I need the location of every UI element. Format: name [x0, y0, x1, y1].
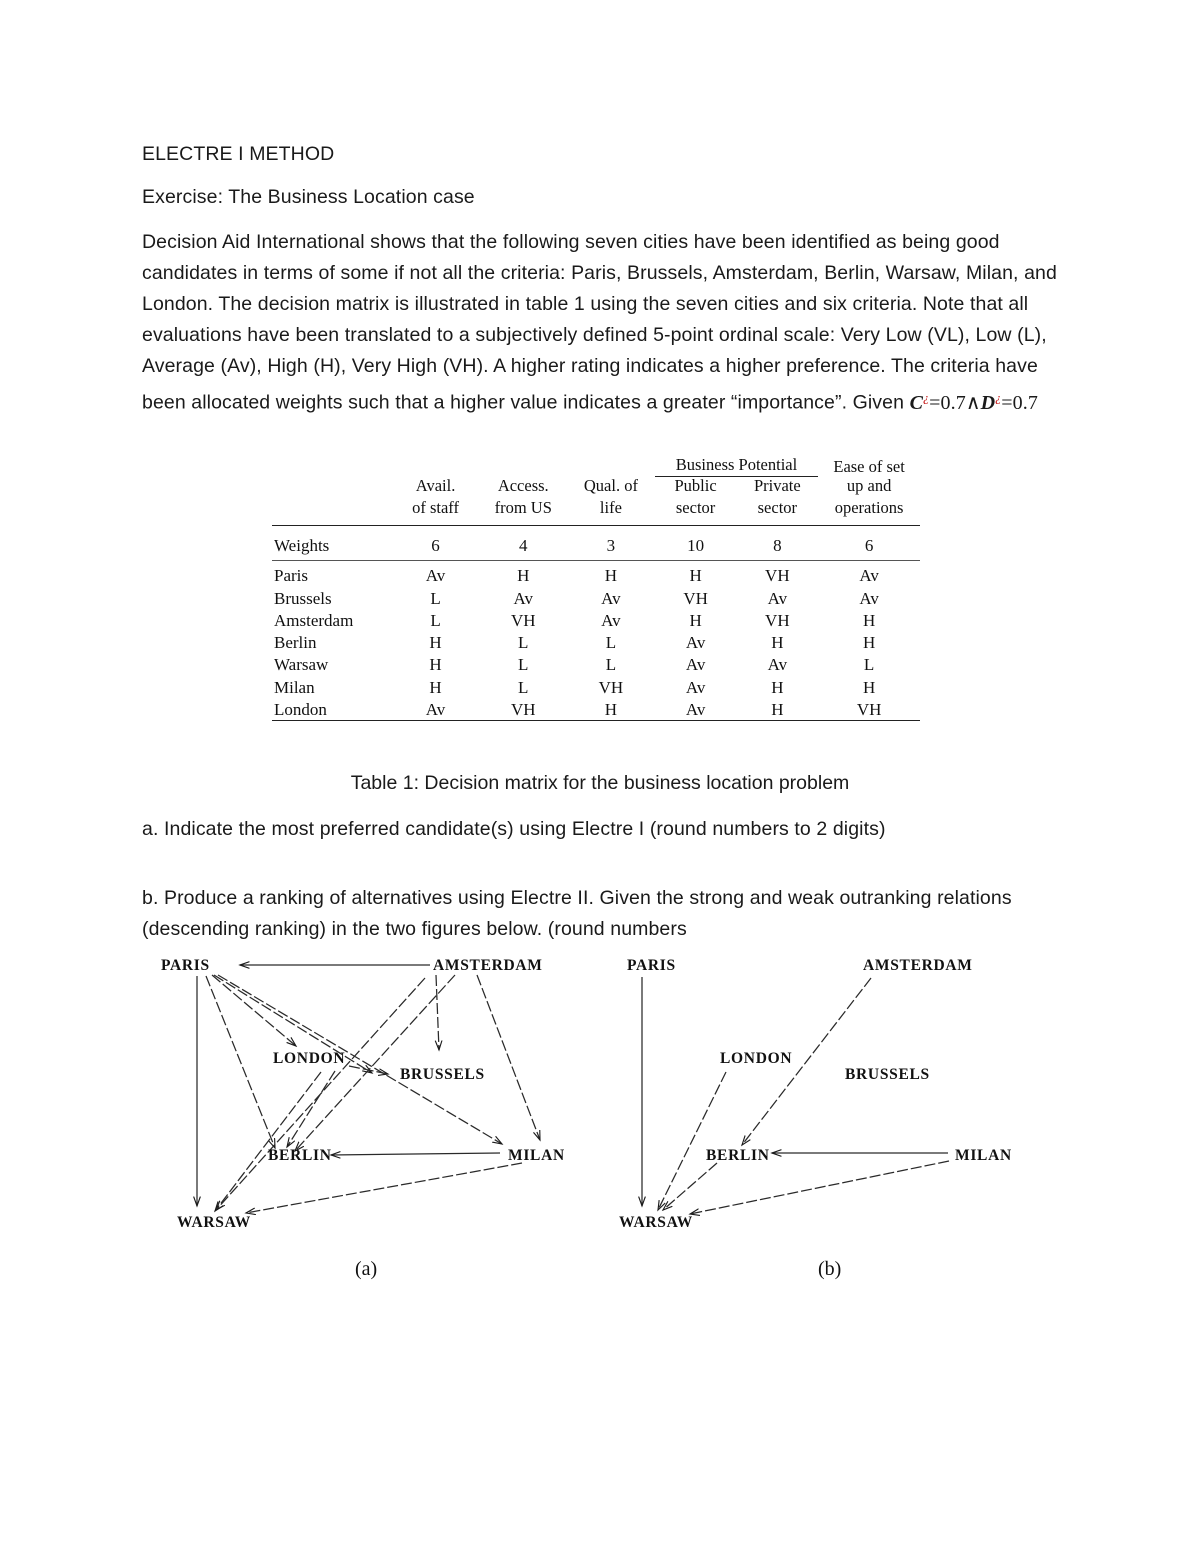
cell-paris-access: H	[517, 566, 530, 586]
weight-qual: 3	[606, 536, 616, 555]
cell-warsaw-ease: L	[863, 655, 875, 675]
figure-a-strong-outranking-graph	[150, 948, 600, 1288]
node-label-brussels: BRUSSELS	[400, 1066, 485, 1083]
formula-c-variable: C	[909, 391, 924, 414]
cell-berlin-access: L	[518, 633, 529, 653]
row-city-london: London	[274, 700, 327, 720]
group-header-business-potential: Business Potential	[655, 455, 818, 477]
table-row	[272, 698, 920, 721]
node-label-amsterdam: AMSTERDAM	[863, 957, 973, 974]
node-label-milan: MILAN	[508, 1147, 565, 1164]
cell-london-public: Av	[685, 700, 706, 720]
weight-avail: 6	[431, 536, 440, 555]
cell-berlin-ease: H	[862, 633, 876, 653]
edge-london-warsaw	[215, 1072, 321, 1211]
node-label-brussels: BRUSSELS	[845, 1066, 930, 1083]
edge-amsterdam-warsaw	[216, 978, 425, 1210]
row-city-amsterdam: Amsterdam	[274, 610, 354, 630]
formula-d-value: =0.7	[1001, 391, 1038, 414]
cell-amsterdam-public: H	[689, 610, 702, 630]
cell-warsaw-qual: L	[605, 655, 617, 675]
cell-amsterdam-avail: L	[430, 610, 441, 630]
cell-amsterdam-qual: Av	[601, 610, 621, 630]
cell-brussels-access: Av	[513, 588, 533, 608]
edge-paris-milan	[218, 975, 502, 1144]
cell-paris-public: H	[689, 566, 702, 586]
node-label-milan: MILAN	[955, 1147, 1012, 1164]
edge-paris-london	[212, 975, 296, 1046]
table-row	[272, 609, 920, 631]
cell-amsterdam-private: VH	[765, 610, 790, 630]
row-city-milan: Milan	[274, 677, 315, 697]
threshold-formula	[910, 392, 1038, 414]
exercise-subtitle: Exercise: The Business Location case	[142, 186, 475, 208]
cell-milan-avail: H	[429, 677, 442, 697]
column-header-access-line1: Access.	[497, 476, 549, 495]
column-header-access-line2: from US	[494, 497, 552, 517]
formula-d-superscript: ¿	[995, 390, 1002, 404]
cell-warsaw-private: Av	[767, 655, 788, 675]
edge-london-berlin	[287, 1071, 335, 1147]
table-caption: Table 1: Decision matrix for the business location problem	[350, 772, 850, 794]
table-header-row-2	[272, 499, 920, 521]
figure-a-edges	[197, 965, 540, 1213]
table-row	[272, 653, 920, 675]
cell-london-qual: H	[604, 700, 618, 720]
cell-brussels-avail: L	[430, 588, 441, 608]
figure-b-edges	[642, 977, 949, 1214]
cell-paris-avail: Av	[425, 566, 446, 586]
edge-milan-warsaw	[690, 1161, 949, 1214]
edge-amsterdam-brussels	[436, 975, 439, 1050]
cell-berlin-qual: L	[605, 633, 617, 653]
column-header-ease-line2: up and	[846, 476, 892, 495]
table-rule-bottom	[272, 721, 920, 727]
figure-b-nodes	[619, 957, 1012, 1231]
intro-text: Decision Aid International shows that the following seven cities have been identified as being good candidates in terms of some if not all the criteria: Paris, Brussels, Amsterdam, Berlin, Warsaw, Milan, and London. The decision matrix is illustrated in table 1 using the seven cities and six criteria. Note that all evaluations have been translated to a subjectively defined 5-point ordinal scale: Very Low (VL), Low (L), Average (Av), High (H), Very High (VH). A higher rating indicates a higher preference. The criteria have been allocated weights such that a higher value indicates a greater “importance”. Given	[142, 231, 1057, 414]
cell-milan-qual: VH	[598, 677, 624, 697]
cell-paris-ease: Av	[859, 566, 879, 586]
cell-brussels-private: Av	[767, 588, 788, 608]
figure-a-nodes	[161, 957, 565, 1231]
edge-london-warsaw	[658, 1072, 726, 1210]
column-header-qual-line2: life	[599, 497, 622, 517]
cell-paris-qual: H	[604, 566, 618, 586]
table-row	[272, 675, 920, 697]
table-row	[272, 564, 920, 586]
decision-matrix-table	[272, 455, 920, 726]
cell-berlin-private: H	[771, 633, 784, 653]
row-city-berlin: Berlin	[274, 633, 317, 653]
node-label-warsaw: WARSAW	[177, 1214, 251, 1231]
cell-milan-public: Av	[685, 677, 706, 697]
cell-london-avail: Av	[425, 700, 446, 720]
column-header-public-line1: Public	[674, 476, 717, 495]
edge-berlin-warsaw	[663, 1163, 717, 1210]
cell-brussels-ease: Av	[859, 588, 879, 608]
edge-paris-berlin	[206, 976, 275, 1148]
column-header-private-line1: Private	[753, 476, 801, 495]
column-header-private-line2: sector	[757, 497, 798, 517]
node-label-amsterdam: AMSTERDAM	[433, 957, 543, 974]
weight-public: 10	[687, 536, 705, 555]
cell-berlin-avail: H	[429, 633, 442, 653]
row-city-brussels: Brussels	[274, 588, 332, 608]
intro-paragraph	[142, 227, 1058, 419]
table-weights-row	[272, 526, 920, 557]
cell-amsterdam-access: VH	[510, 610, 536, 630]
node-label-paris: PARIS	[627, 957, 676, 974]
cell-brussels-public: VH	[683, 588, 708, 608]
weight-private: 8	[773, 536, 782, 555]
figure-b-weak-outranking-graph	[600, 948, 1050, 1288]
column-header-public-line2: sector	[675, 497, 716, 517]
column-header-ease-line1: Ease of set	[833, 457, 905, 476]
weight-access: 4	[518, 536, 528, 555]
page-title: ELECTRE I METHOD	[142, 143, 335, 165]
cell-warsaw-avail: H	[429, 655, 442, 675]
weight-ease: 6	[864, 536, 874, 555]
cell-london-ease: VH	[856, 700, 882, 720]
node-label-berlin: BERLIN	[268, 1147, 332, 1164]
edge-amsterdam-milan	[477, 975, 540, 1140]
formula-conjunction: ∧	[965, 391, 981, 414]
column-header-ease-line3: operations	[834, 497, 904, 517]
cell-brussels-qual: Av	[601, 588, 621, 608]
weights-label: Weights	[274, 536, 330, 555]
node-label-paris: PARIS	[161, 957, 210, 974]
formula-c-value: =0.7	[929, 391, 966, 414]
cell-milan-private: H	[771, 677, 784, 697]
node-label-warsaw: WARSAW	[619, 1214, 693, 1231]
cell-milan-ease: H	[862, 677, 876, 697]
column-header-qual-line1: Qual. of	[583, 476, 638, 495]
node-label-berlin: BERLIN	[706, 1147, 770, 1164]
node-label-london: LONDON	[720, 1050, 793, 1067]
column-header-avail-line2: of staff	[412, 497, 459, 517]
question-a: a. Indicate the most preferred candidate(s) using Electre I (round numbers to 2 digits)	[142, 818, 886, 840]
figure-a-caption: (a)	[355, 1258, 378, 1280]
row-city-paris: Paris	[274, 566, 308, 586]
cell-warsaw-access: L	[518, 655, 529, 675]
question-b: b. Produce a ranking of alternatives using Electre II. Given the strong and weak outranking relations (descending ranking) in the two figures below. (round numbers	[142, 887, 1012, 940]
table-header-row-1	[272, 477, 920, 499]
formula-c-superscript: ¿	[923, 390, 930, 404]
cell-paris-private: VH	[765, 566, 790, 586]
column-header-avail-line1: Avail.	[415, 476, 456, 495]
row-city-warsaw: Warsaw	[274, 655, 329, 675]
edge-milan-warsaw	[246, 1163, 522, 1213]
edge-london-brussels	[349, 1066, 388, 1074]
figure-b-caption: (b)	[818, 1258, 842, 1280]
formula-d-variable: D	[980, 391, 996, 414]
cell-london-access: VH	[510, 700, 536, 720]
table-row	[272, 586, 920, 608]
node-label-london: LONDON	[273, 1050, 346, 1067]
cell-warsaw-public: Av	[685, 655, 706, 675]
cell-berlin-public: Av	[685, 633, 706, 653]
table-group-header-row	[272, 455, 920, 477]
cell-milan-access: L	[518, 677, 529, 697]
cell-amsterdam-ease: H	[862, 610, 876, 630]
cell-london-private: H	[771, 700, 784, 720]
table-row	[272, 631, 920, 653]
edge-milan-berlin	[331, 1153, 500, 1155]
